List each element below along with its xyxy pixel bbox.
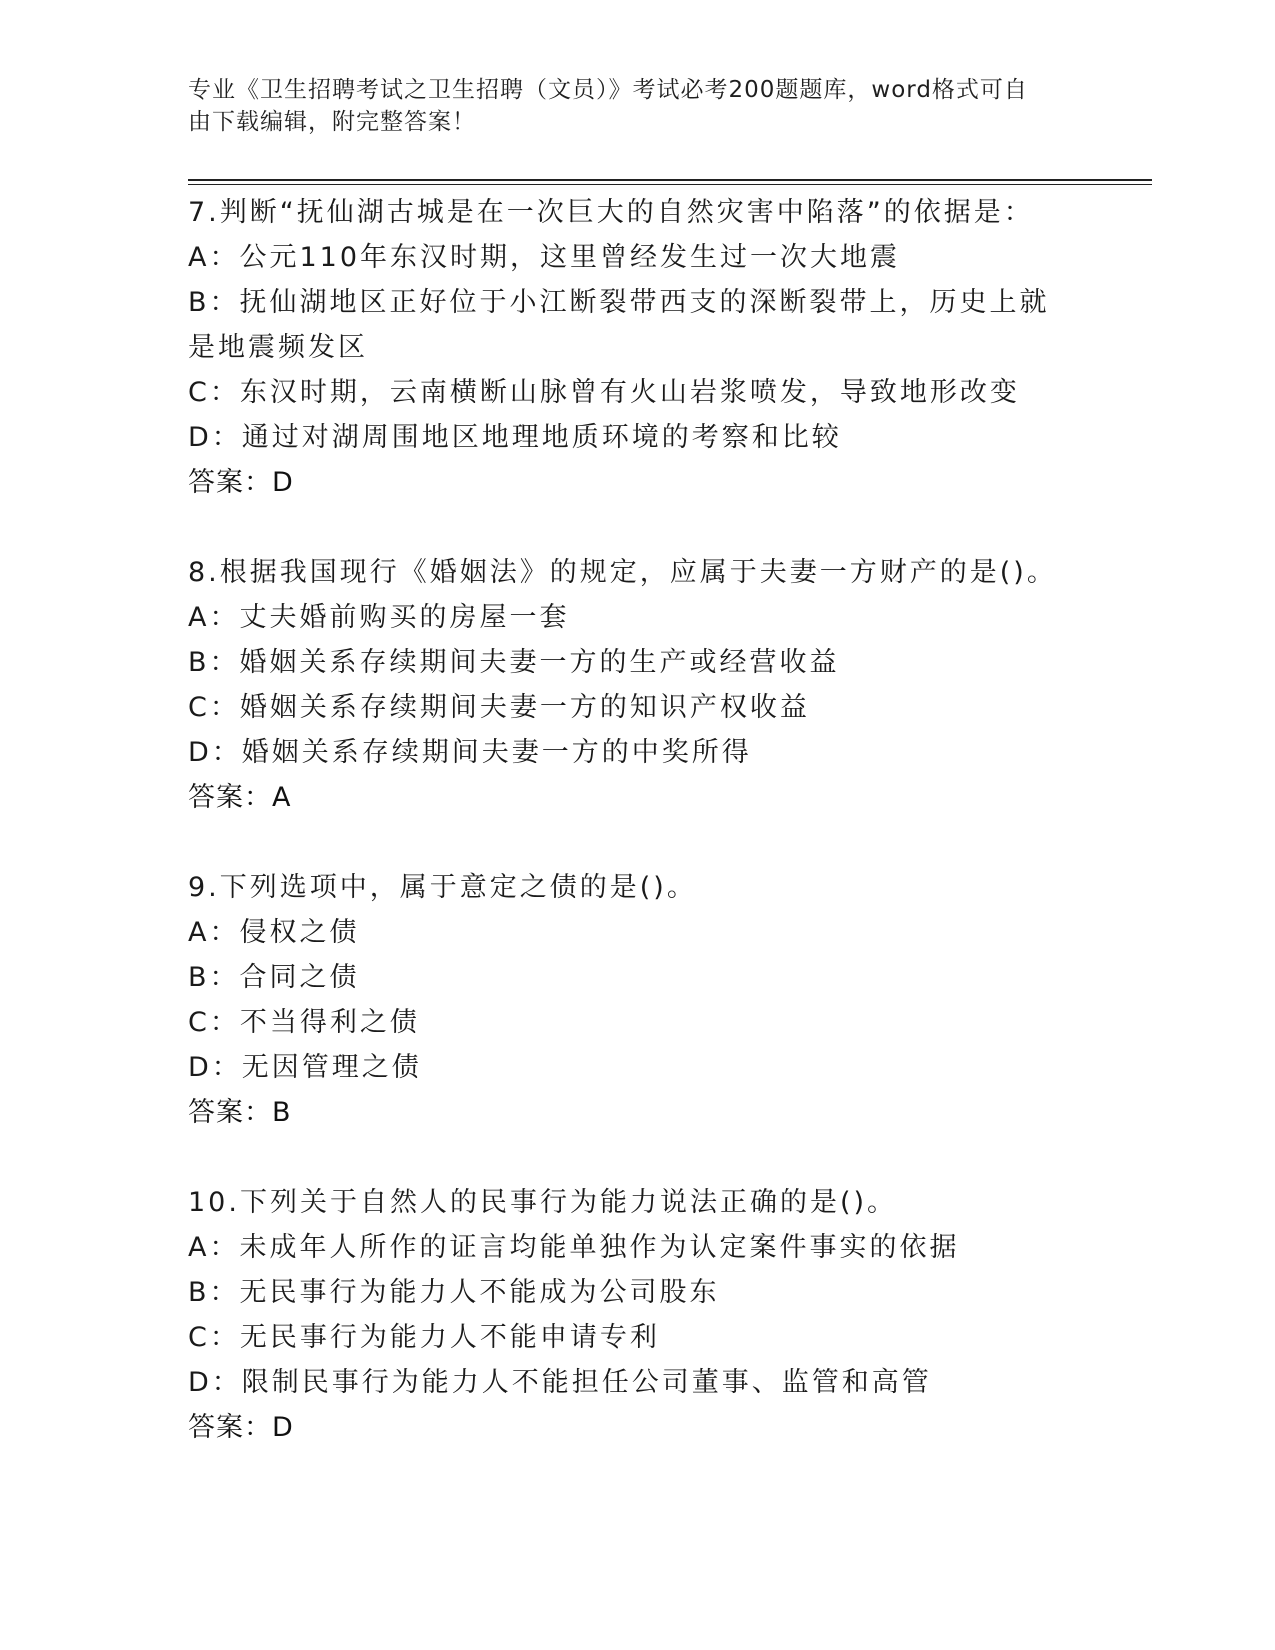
option-d: D：限制民事行为能力人不能担任公司董事、监管和高管 xyxy=(188,1367,932,1398)
option-d: D：婚姻关系存续期间夫妻一方的中奖所得 xyxy=(188,737,752,768)
question-stem: 7.判断“抚仙湖古城是在一次巨大的自然灾害中陷落”的依据是： xyxy=(188,197,1034,228)
option-a: A：侵权之债 xyxy=(188,917,360,948)
question-9 xyxy=(188,865,1088,1136)
question-list xyxy=(188,190,1088,1451)
answer-line: 答案：B xyxy=(188,1097,292,1128)
question-stem: 8.根据我国现行《婚姻法》的规定，应属于夫妻一方财产的是()。 xyxy=(188,557,1057,588)
question-8 xyxy=(188,550,1088,821)
header-line-2: 由下载编辑，附完整答案！ xyxy=(188,109,476,135)
option-d: D：无因管理之债 xyxy=(188,1052,422,1083)
option-c: C：婚姻关系存续期间夫妻一方的知识产权收益 xyxy=(188,692,810,723)
answer-line: 答案：D xyxy=(188,1412,294,1443)
option-a: A：未成年人所作的证言均能单独作为认定案件事实的依据 xyxy=(188,1232,960,1263)
option-a: A：公元110年东汉时期，这里曾经发生过一次大地震 xyxy=(188,242,901,273)
question-stem: 9.下列选项中，属于意定之债的是()。 xyxy=(188,872,697,903)
option-c: C：无民事行为能力人不能申请专利 xyxy=(188,1322,660,1353)
option-d: D：通过对湖周围地区地理地质环境的考察和比较 xyxy=(188,422,842,453)
option-b: B：抚仙湖地区正好位于小江断裂带西支的深断裂带上，历史上就是地震频发区 xyxy=(188,287,1050,363)
answer-line: 答案：A xyxy=(188,782,292,813)
header-line-1: 专业《卫生招聘考试之卫生招聘（文员）》考试必考200题题库，word格式可自 xyxy=(188,77,1028,103)
document-header xyxy=(188,74,1088,138)
option-c: C：不当得利之债 xyxy=(188,1007,420,1038)
question-10 xyxy=(188,1180,1088,1451)
header-divider-thin xyxy=(188,184,1152,185)
option-b: B：合同之债 xyxy=(188,962,360,993)
option-a: A：丈夫婚前购买的房屋一套 xyxy=(188,602,570,633)
option-c: C：东汉时期，云南横断山脉曾有火山岩浆喷发，导致地形改变 xyxy=(188,377,1020,408)
question-stem: 10.下列关于自然人的民事行为能力说法正确的是()。 xyxy=(188,1187,898,1218)
option-b: B：婚姻关系存续期间夫妻一方的生产或经营收益 xyxy=(188,647,840,678)
header-divider-thick xyxy=(188,179,1152,181)
option-b: B：无民事行为能力人不能成为公司股东 xyxy=(188,1277,720,1308)
answer-line: 答案：D xyxy=(188,467,294,498)
question-7 xyxy=(188,190,1088,506)
